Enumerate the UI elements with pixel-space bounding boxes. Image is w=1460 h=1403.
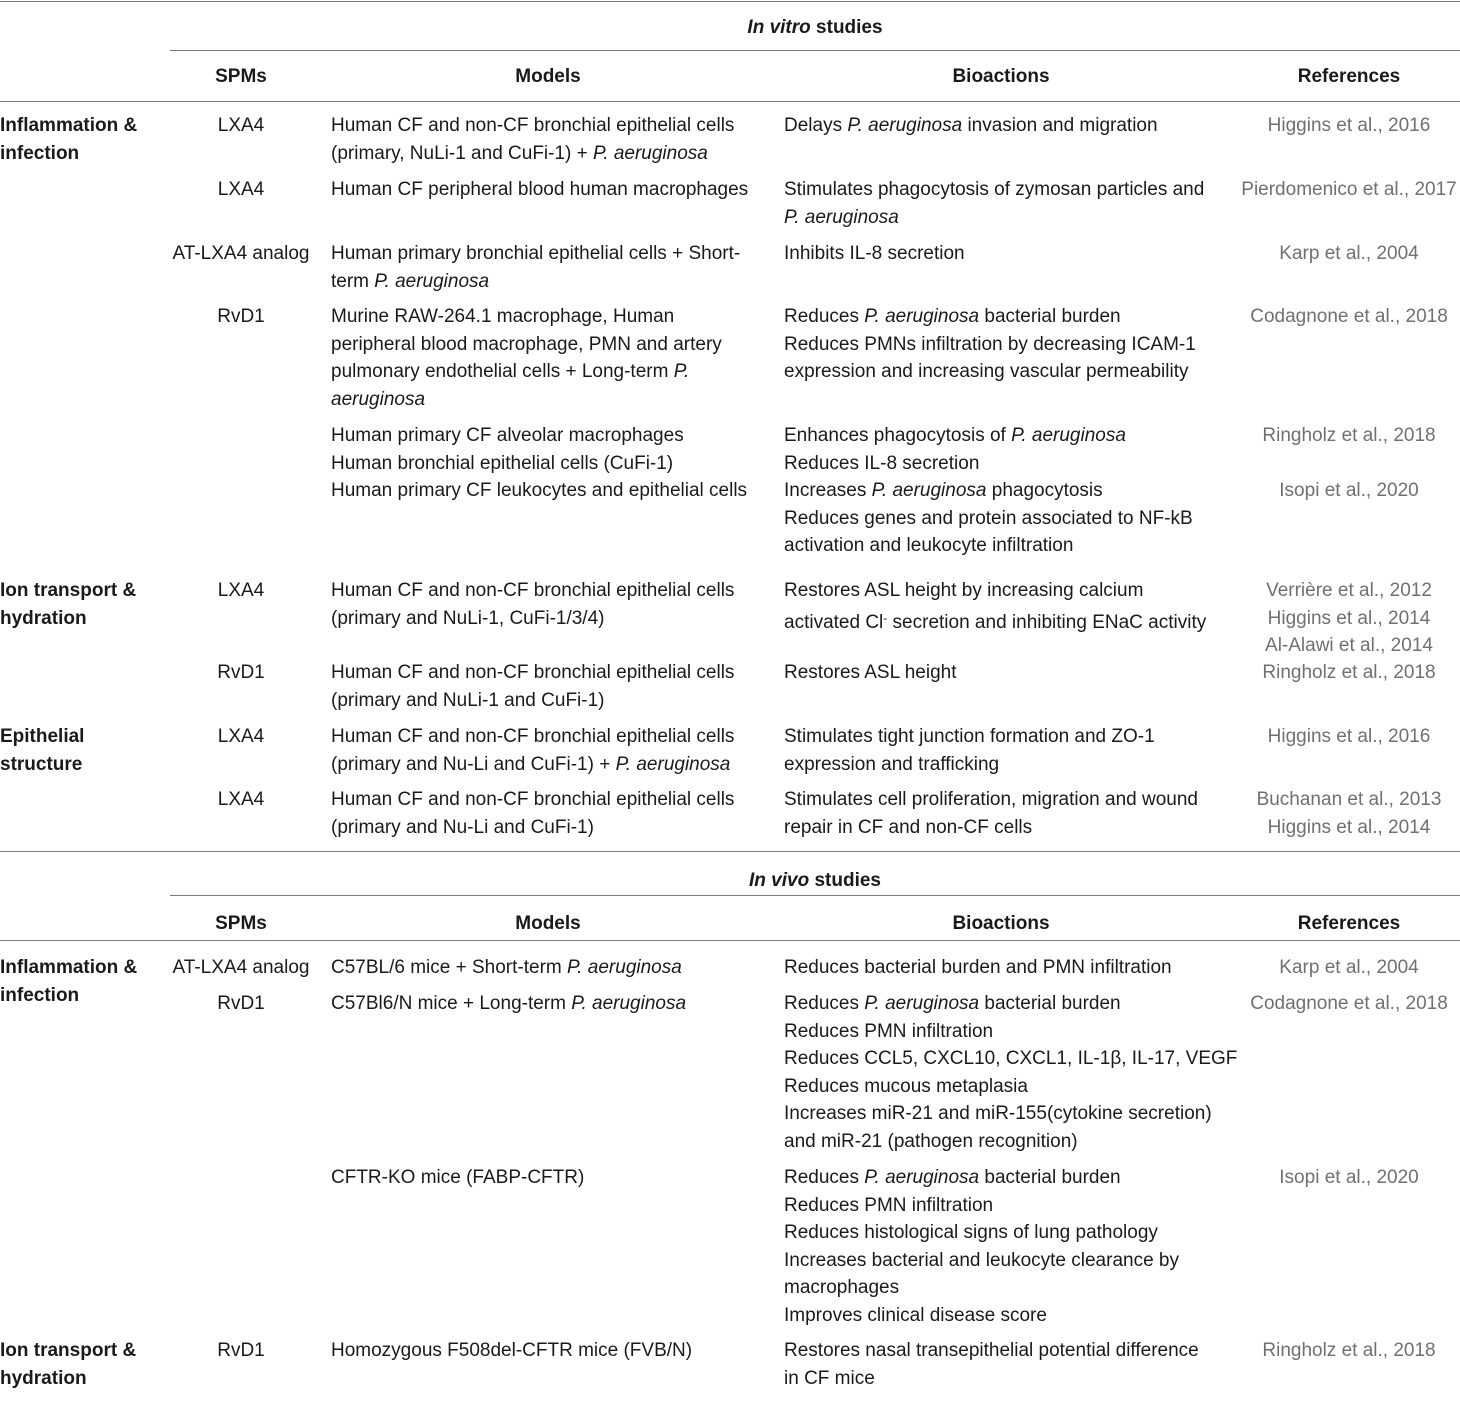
text-run: expression and increasing vascular permeability <box>784 361 1189 382</box>
bioactions-line <box>784 659 957 687</box>
text-run: C57BL/6 mice + Short-term <box>331 957 568 978</box>
models-cell <box>331 422 747 505</box>
reference-entry: Higgins et al., 2014 <box>1267 607 1431 629</box>
text-run: Reduces PMNs infiltration by decreasing ICAM-1 <box>784 333 1196 355</box>
models-line <box>331 577 734 605</box>
spm-cell: LXA4 <box>217 789 265 810</box>
text-run: Enhances phagocytosis of <box>784 425 1012 446</box>
text-run: Reduces <box>784 1167 865 1188</box>
references-cell <box>1229 990 1460 1018</box>
text-run: Human CF and non-CF bronchial epithelial cells <box>331 580 735 601</box>
reference-entry <box>1229 450 1460 478</box>
bioactions-cell <box>784 723 1155 778</box>
models-line <box>331 751 734 779</box>
text-run: bacterial burden <box>979 1167 1121 1188</box>
section-title-italic: In vivo <box>749 870 810 891</box>
spm-cell: RvD1 <box>217 306 265 327</box>
rule-line <box>170 895 1460 896</box>
reference-entry: Al-Alawi et al., 2014 <box>1265 635 1433 656</box>
text-run: Human CF and non-CF bronchial epithelial cells <box>331 789 735 810</box>
references-cell <box>1229 577 1460 660</box>
bioactions-line <box>784 176 1204 204</box>
reference-entry: Isopi et al., 2020 <box>1279 1167 1419 1188</box>
italic-text: P. aeruginosa <box>1011 425 1126 446</box>
text-run: Stimulates cell proliferation, migration and wound <box>784 789 1198 810</box>
bioactions-line <box>784 954 1172 982</box>
category-line: Inflammation & <box>0 115 138 136</box>
column-header-models: Models <box>515 913 581 934</box>
text-run: Increases bacterial and leukocyte clearance by <box>784 1249 1180 1271</box>
text-run: CFTR-KO mice (FABP-CFTR) <box>331 1167 585 1188</box>
text-run: Human CF and non-CF bronchial epithelial cells <box>331 115 735 136</box>
section-title-rest: studies <box>810 17 883 38</box>
models-cell <box>331 1337 692 1365</box>
text-run: Human primary bronchial epithelial cells + Short- <box>331 243 741 264</box>
bioactions-line <box>784 240 965 268</box>
spm-cell: LXA4 <box>217 115 265 136</box>
references-cell <box>1229 786 1460 841</box>
bioactions-line <box>784 723 1155 751</box>
bioactions-line <box>784 1365 1199 1393</box>
column-header-bioactions: Bioactions <box>952 66 1050 87</box>
references-cell <box>1229 112 1460 140</box>
text-run: - <box>883 610 888 625</box>
section-title-italic: In vitro <box>747 17 811 38</box>
italic-text: P. aeruginosa <box>567 957 682 978</box>
models-line <box>331 240 740 268</box>
rule-line <box>0 940 1460 941</box>
bioactions-cell <box>784 1337 1199 1392</box>
bioactions-line <box>784 1018 1237 1046</box>
bioactions-line <box>784 422 1193 450</box>
references-cell <box>1229 723 1460 751</box>
italic-text: P. aeruginosa <box>571 993 687 1014</box>
text-run: secretion and inhibiting ENaC activity <box>887 611 1207 633</box>
bioactions-line <box>784 814 1198 842</box>
text-run: Human CF and non-CF bronchial epithelial cells <box>331 662 735 683</box>
rule-line <box>0 1 1460 2</box>
column-header-spms: SPMs <box>215 913 267 934</box>
bioactions-line <box>784 1302 1179 1330</box>
spm-cell: LXA4 <box>217 580 265 601</box>
text-run: Human CF and non-CF bronchial epithelial cells <box>331 726 735 747</box>
references-cell <box>1229 303 1460 331</box>
bioactions-line <box>784 1045 1237 1073</box>
text-run: activated Cl <box>784 611 884 633</box>
italic-text: P. aeruginosa <box>784 206 899 228</box>
reference-entry: Ringholz et al., 2018 <box>1262 662 1436 683</box>
models-line <box>331 605 734 633</box>
models-line <box>331 303 722 331</box>
reference-entry: Isopi et al., 2020 <box>1279 480 1419 501</box>
italic-text: P. aeruginosa <box>864 993 980 1014</box>
text-run: bacterial burden <box>979 993 1121 1014</box>
reference-entry: Codagnone et al., 2018 <box>1250 306 1448 327</box>
text-run: Reduces genes and protein associated to NF-kB <box>784 507 1193 529</box>
bioactions-line <box>784 1192 1179 1220</box>
models-line <box>331 723 734 751</box>
column-header-references: References <box>1297 913 1401 934</box>
text-run: (primary and Nu-Li and CuFi-1) + <box>331 753 616 775</box>
models-cell <box>331 659 734 714</box>
models-line <box>331 386 722 414</box>
category-line: hydration <box>0 607 87 629</box>
text-run: Human primary CF leukocytes and epithelial cells <box>331 480 748 501</box>
bioactions-line <box>784 532 1193 560</box>
reference-entry: Verrière et al., 2012 <box>1266 580 1432 601</box>
bioactions-cell <box>784 112 1158 140</box>
models-line <box>331 450 747 478</box>
text-run: Human bronchial epithelial cells (CuFi-1) <box>331 452 674 474</box>
text-run: Reduces bacterial burden and PMN infiltration <box>784 957 1172 978</box>
italic-text: P. aeruginosa <box>374 270 490 292</box>
bioactions-line <box>784 577 1206 605</box>
text-run: Improves clinical disease score <box>784 1304 1047 1326</box>
text-run: Increases miR-21 and miR-155(cytokine secretion) <box>784 1103 1212 1124</box>
references-cell <box>1229 240 1460 268</box>
italic-text: P. <box>673 361 690 382</box>
italic-text: P. aeruginosa <box>847 115 963 136</box>
models-line <box>331 176 748 204</box>
bioactions-line <box>784 477 1193 505</box>
text-run: bacterial burden <box>979 306 1121 327</box>
text-run: and miR-21 (pathogen recognition) <box>784 1130 1078 1152</box>
column-header-models: Models <box>515 66 581 87</box>
text-run: Reduces <box>784 306 865 327</box>
text-run: term <box>331 270 375 292</box>
models-cell <box>331 577 734 632</box>
text-run: pulmonary endothelial cells + Long-term <box>331 361 674 382</box>
spm-cell: AT-LXA4 analog <box>172 957 310 978</box>
text-run: Stimulates phagocytosis of zymosan particles and <box>784 179 1205 200</box>
models-line <box>331 687 734 715</box>
models-cell <box>331 1164 584 1192</box>
bioactions-cell <box>784 422 1193 560</box>
models-cell <box>331 112 734 167</box>
text-run: peripheral blood macrophage, PMN and artery <box>331 333 722 355</box>
models-line <box>331 954 682 982</box>
bioactions-line <box>784 505 1193 533</box>
bioactions-line <box>784 1100 1237 1128</box>
text-run: Reduces PMN infiltration <box>784 1194 994 1216</box>
text-run: expression and trafficking <box>784 753 1000 775</box>
category-line: Epithelial <box>0 726 85 747</box>
models-line <box>331 477 747 505</box>
reference-entry: Ringholz et al., 2018 <box>1262 1340 1436 1361</box>
text-run: Murine RAW-264.1 macrophage, Human <box>331 306 675 327</box>
bioactions-line <box>784 1073 1237 1101</box>
reference-entry: Codagnone et al., 2018 <box>1250 993 1448 1014</box>
bioactions-line <box>784 358 1196 386</box>
models-cell <box>331 303 722 413</box>
models-line <box>331 1337 692 1365</box>
bioactions-line <box>784 751 1155 779</box>
text-run: macrophages <box>784 1277 900 1298</box>
rule-line <box>170 50 1460 51</box>
bioactions-cell <box>784 954 1172 982</box>
models-line <box>331 814 734 842</box>
italic-text: P. aeruginosa <box>864 1167 980 1188</box>
column-header-references: References <box>1297 66 1401 87</box>
text-run: Inhibits IL-8 secretion <box>784 243 965 264</box>
models-line <box>331 786 734 814</box>
italic-text: P. aeruginosa <box>593 142 708 164</box>
models-cell <box>331 990 686 1018</box>
bioactions-line <box>784 786 1198 814</box>
references-cell <box>1229 1337 1460 1365</box>
models-line <box>331 268 740 296</box>
category-line: hydration <box>0 1367 87 1389</box>
bioactions-cell <box>784 303 1196 386</box>
models-cell <box>331 954 682 982</box>
spm-cell: LXA4 <box>217 726 265 747</box>
references-cell <box>1229 659 1460 687</box>
spm-cell: RvD1 <box>217 1340 265 1361</box>
spm-cell: RvD1 <box>217 662 265 683</box>
text-run: activation and leukocyte infiltration <box>784 535 1074 556</box>
reference-entry: Karp et al., 2004 <box>1279 957 1419 978</box>
text-run: Reduces mucous metaplasia <box>784 1075 1028 1097</box>
text-run: Restores ASL height <box>784 662 957 683</box>
category-line: Inflammation & <box>0 957 138 978</box>
text-run: Restores nasal transepithelial potential difference <box>784 1340 1199 1361</box>
category-line: Ion transport & <box>0 580 137 601</box>
italic-text: P. aeruginosa <box>615 753 731 775</box>
models-cell <box>331 240 740 295</box>
section-title-rest: studies <box>809 870 881 891</box>
text-run: (primary and NuLi-1 and CuFi-1) <box>331 689 605 711</box>
bioactions-line <box>784 331 1196 359</box>
models-line <box>331 112 734 140</box>
bioactions-cell <box>784 176 1204 231</box>
bioactions-line <box>784 1219 1179 1247</box>
category-line: infection <box>0 142 80 164</box>
text-run: Human primary CF alveolar macrophages <box>331 425 684 446</box>
bioactions-line <box>784 1274 1179 1302</box>
rule-line <box>0 101 1460 102</box>
bioactions-cell <box>784 786 1198 841</box>
bioactions-line <box>784 605 1206 637</box>
section-title <box>170 867 1460 894</box>
bioactions-cell <box>784 659 957 687</box>
models-line <box>331 331 722 359</box>
text-run: (primary, NuLi-1 and CuFi-1) + <box>331 142 594 164</box>
reference-entry: Pierdomenico et al., 2017 <box>1241 179 1457 200</box>
bioactions-cell <box>784 240 965 268</box>
text-run: Reduces CCL5, CXCL10, CXCL1, IL-1β, IL-17, VEGF <box>784 1048 1238 1069</box>
references-cell <box>1229 176 1460 204</box>
bioactions-line <box>784 1247 1179 1275</box>
bioactions-line <box>784 990 1237 1018</box>
models-line <box>331 140 734 168</box>
models-line <box>331 659 734 687</box>
references-cell <box>1229 422 1460 505</box>
reference-entry: Higgins et al., 2014 <box>1267 816 1431 838</box>
text-run: Reduces PMN infiltration <box>784 1020 994 1042</box>
reference-entry: Buchanan et al., 2013 <box>1256 789 1442 810</box>
category-label <box>0 723 84 778</box>
text-run: (primary and NuLi-1, CuFi-1/3/4) <box>331 607 605 629</box>
bioactions-cell <box>784 990 1237 1155</box>
text-run: invasion and migration <box>962 115 1158 136</box>
models-cell <box>331 786 734 841</box>
text-run: Reduces IL-8 secretion <box>784 452 980 474</box>
bioactions-cell <box>784 577 1206 636</box>
bioactions-line <box>784 303 1196 331</box>
models-cell <box>331 176 748 204</box>
bioactions-line <box>784 1164 1179 1192</box>
spm-cell: LXA4 <box>217 179 265 200</box>
text-run: phagocytosis <box>986 480 1103 501</box>
references-cell <box>1229 1164 1460 1192</box>
spm-cell: AT-LXA4 analog <box>172 243 310 264</box>
reference-entry: Ringholz et al., 2018 <box>1262 425 1436 446</box>
spm-cell: RvD1 <box>217 993 265 1014</box>
reference-entry: Higgins et al., 2016 <box>1267 115 1431 136</box>
category-line: Ion transport & <box>0 1340 137 1361</box>
text-run: Delays <box>784 115 848 136</box>
reference-entry: Higgins et al., 2016 <box>1267 726 1431 747</box>
category-line: infection <box>0 984 80 1006</box>
bioactions-line <box>784 204 1204 232</box>
italic-text: P. aeruginosa <box>864 306 980 327</box>
references-cell <box>1229 954 1460 982</box>
italic-text: aeruginosa <box>331 388 426 410</box>
text-run: Stimulates tight junction formation and ZO-1 <box>784 726 1155 747</box>
column-header-bioactions: Bioactions <box>952 913 1050 934</box>
text-run: C57Bl6/N mice + Long-term <box>331 993 572 1014</box>
category-line: structure <box>0 753 83 775</box>
text-run: Homozygous F508del-CFTR mice (FVB/N) <box>331 1340 693 1361</box>
text-run: Increases <box>784 480 872 501</box>
italic-text: P. aeruginosa <box>871 480 987 501</box>
bioactions-cell <box>784 1164 1179 1329</box>
models-line <box>331 990 686 1018</box>
rule-line <box>0 851 1460 852</box>
models-line <box>331 1164 584 1192</box>
text-run: repair in CF and non-CF cells <box>784 816 1033 838</box>
text-run: Reduces <box>784 993 865 1014</box>
bioactions-line <box>784 1128 1237 1156</box>
models-cell <box>331 723 734 778</box>
section-title <box>170 14 1460 41</box>
column-header-spms: SPMs <box>215 66 267 87</box>
text-run: Restores ASL height by increasing calcium <box>784 580 1144 601</box>
text-run: in CF mice <box>784 1367 875 1389</box>
bioactions-line <box>784 450 1193 478</box>
text-run: Reduces histological signs of lung pathology <box>784 1222 1158 1243</box>
models-line <box>331 358 722 386</box>
text-run: (primary and Nu-Li and CuFi-1) <box>331 816 594 838</box>
text-run: Human CF peripheral blood human macrophages <box>331 179 749 200</box>
bioactions-line <box>784 112 1158 140</box>
reference-entry: Karp et al., 2004 <box>1279 243 1419 264</box>
bioactions-line <box>784 1337 1199 1365</box>
models-line <box>331 422 747 450</box>
